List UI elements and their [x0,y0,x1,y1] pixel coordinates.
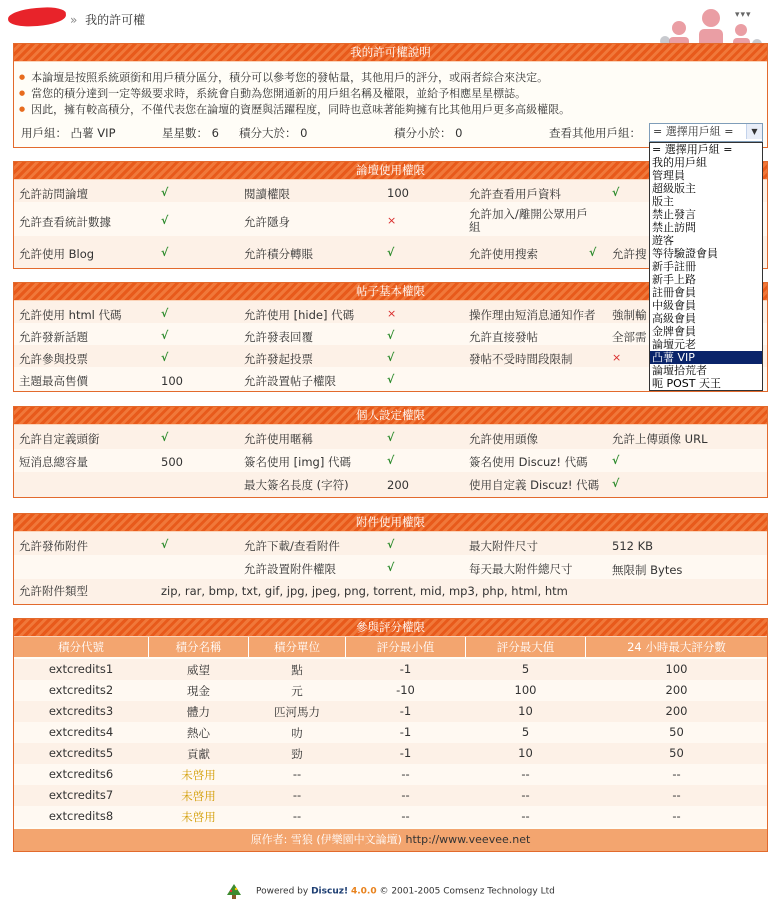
credits-below-label: 積分小於： [394,126,452,140]
credits-below-value: 0 [455,126,463,140]
cross-icon: × [387,214,397,227]
intro-bullet-1: ● 本論壇是按照系統頭銜和用戶積分區分，積分可以參考您的發帖量，其他用戶的評分，或兩者綜合來決定。 [19,69,548,85]
table-cell: 叻 [291,726,303,740]
check-icon: √ [161,351,169,364]
table-cell: -- [521,788,530,802]
table-cell: extcredits8 [48,809,114,823]
perm-value: 500 [161,455,183,469]
check-icon: √ [387,561,395,574]
post-perms-title: 帖子基本權限 [14,283,767,301]
author-link[interactable]: http://www.veevee.net [405,833,531,846]
check-icon: √ [161,431,169,444]
attach-perms-title: 附件使用權限 [14,514,767,532]
table-cell: -- [521,809,530,823]
perm-label: 允許發新話題 [19,330,88,344]
table-cell: -- [292,767,302,781]
perm-label: 簽名使用 Discuz! 代碼 [469,455,588,469]
perm-label: 使用自定義 Discuz! 代碼 [469,478,600,492]
dropdown-option[interactable]: = 選擇用戶組 = [652,143,733,156]
check-icon: √ [161,246,169,259]
perm-label: 允許隱身 [244,215,290,229]
perm-label: 每天最大附件總尺寸 [469,562,573,576]
credits-below-info [394,125,462,141]
table-cell: 現金 [187,684,210,698]
check-icon: √ [161,214,169,227]
dropdown-option[interactable]: 註冊會員 [652,286,696,299]
table-cell: -- [521,767,530,781]
perm-label: 允許積分轉賬 [244,247,313,261]
credits-above-info [239,125,307,141]
view-other-label: 查看其他用戶組： [549,126,641,140]
breadcrumb-current: 我的許可權 [85,13,146,27]
check-icon: √ [387,454,395,467]
redacted-forum-name [7,6,66,28]
dropdown-option[interactable]: 中級會員 [652,299,696,312]
table-cell: extcredits4 [48,725,114,739]
perm-label: 主題最高售價 [19,374,88,388]
check-icon: √ [161,329,169,342]
check-icon: √ [589,246,597,259]
perm-label: 允許使用 [hide] 代碼 [244,308,355,322]
perm-value: 100 [161,374,183,388]
perm-label: 最大簽名長度 (字符) [244,478,349,492]
perm-label: 操作理由短消息通知作者 [469,308,596,322]
perm-label: 允許發佈附件 [19,539,88,553]
credits-above-label: 積分大於： [239,126,297,140]
check-icon: √ [612,477,620,490]
check-icon: √ [387,373,395,386]
table-cell: -- [672,809,681,823]
table-cell: -- [292,788,302,802]
perm-label: 允許使用搜索 [469,247,538,261]
perm-label: 允許加入/離開公眾用戶組 [469,207,588,234]
table-cell: 熱心 [187,726,210,740]
perm-label: 最大附件尺寸 [469,539,538,553]
perm-value: 512 KB [612,539,654,553]
perm-label: 閱讀權限 [244,187,290,201]
check-icon: √ [387,538,395,551]
perm-value: 200 [387,478,409,492]
intro-bullet-2: ● 當您的積分達到一定等級要求時，系統會自動為您開通新的用戶組名稱及權限，並給予相應星星標誌。 [19,85,526,101]
dropdown-option[interactable]: 呃 POST 天王 [652,377,721,390]
perm-label: 短消息總容量 [19,455,88,469]
perm-label: 允許設置帖子權限 [244,374,336,388]
table-cell: 50 [669,725,684,739]
col-header: 評分最小值 [346,637,466,657]
tree-icon [225,884,243,898]
dropdown-option[interactable]: 等待驗證會員 [652,247,718,260]
check-icon: √ [387,329,395,342]
intro-title: 我的許可權說明 [14,44,767,62]
table-cell: -10 [396,683,415,697]
table-cell: 元 [291,684,303,698]
perm-value: 強制輸 [612,308,647,322]
table-cell: -- [672,788,681,802]
check-icon: √ [612,186,620,199]
table-cell: 威望 [187,663,210,677]
table-cell: 未啓用 [181,789,216,803]
usergroup-value: 凸薯 VIP [70,126,116,140]
author-credit [14,829,767,851]
col-header: 積分名稱 [149,637,249,657]
table-cell: 5 [521,662,530,676]
table-cell: extcredits1 [48,662,114,676]
usergroup-dropdown-list[interactable] [649,142,763,391]
select-value: = 選擇用戶組 = [653,125,734,138]
col-header: 積分單位 [249,637,346,657]
perm-label: 允許查看統計數據 [19,215,111,229]
chevron-down-icon[interactable]: ▼ [746,124,762,139]
breadcrumb-separator: » [70,13,78,27]
perm-value: 無限制 Bytes [612,563,683,577]
table-cell: 200 [665,683,688,697]
check-icon: √ [161,186,169,199]
personal-perms-title: 個人設定權限 [14,407,767,425]
col-header: 積分代號 [14,637,149,657]
footer-brand[interactable]: Discuz! [311,886,349,897]
footer-powered: Powered by [256,886,309,897]
perm-label: 允許發起投票 [244,352,313,366]
score-perms-title: 參與評分權限 [14,619,767,637]
table-cell: 勁 [291,747,303,761]
table-cell: -1 [399,704,412,718]
table-cell: -- [292,809,302,823]
perm-value: 全部需 [612,330,647,344]
table-cell: -- [672,767,681,781]
perm-value: 允許上傳頭像 URL [612,432,708,446]
check-icon: √ [387,431,395,444]
usergroup-info [21,125,116,141]
cross-icon: × [387,307,397,320]
table-cell: extcredits2 [48,683,114,697]
stars-value: 6 [211,126,219,140]
dropdown-option[interactable]: 管理員 [652,169,685,182]
dropdown-option[interactable]: 禁止訪問 [652,221,696,234]
perm-label: 允許使用 html 代碼 [19,308,122,322]
dropdown-option[interactable]: 凸薯 VIP [650,351,762,364]
dropdown-option[interactable]: 金牌會員 [652,325,696,338]
dropdown-option[interactable]: 我的用戶組 [652,156,707,169]
perm-label: 允許直接發帖 [469,330,538,344]
perm-value: 100 [387,186,409,200]
col-header: 評分最大值 [466,637,586,657]
table-cell: -1 [399,725,412,739]
perm-label: 允許使用頭像 [469,432,538,446]
table-cell: 匹河馬力 [274,705,320,719]
check-icon: √ [161,307,169,320]
table-cell: 200 [665,704,688,718]
dropdown-option[interactable]: 禁止發言 [652,208,696,221]
table-cell: -- [401,809,410,823]
breadcrumb [70,11,145,28]
perm-label: 簽名使用 [img] 代碼 [244,455,351,469]
cross-icon: × [612,351,622,364]
table-cell: 點 [291,663,303,677]
table-cell: 100 [514,683,537,697]
check-icon: √ [161,538,169,551]
table-cell: -1 [399,746,412,760]
intro-bullet-3: ● 因此，擁有較高積分，不僅代表您在論壇的資歷與活躍程度，同時也意味著能夠擁有比其他用戶更多高級權限。 [19,101,570,117]
table-cell: 10 [518,746,533,760]
table-cell: 貢獻 [187,747,210,761]
dropdown-option[interactable]: 論壇元老 [652,338,696,351]
perm-label: 允許訪問論壇 [19,187,88,201]
table-cell: 10 [518,704,533,718]
table-cell: 未啓用 [181,810,216,824]
perm-label: 發帖不受時間段限制 [469,352,573,366]
perm-label: 允許搜 [612,247,647,261]
personal-perms-panel [13,406,768,498]
dropdown-option[interactable]: 超級版主 [652,182,696,195]
credits-above-value: 0 [300,126,308,140]
dropdown-option[interactable]: 論壇拾荒者 [652,364,707,377]
stars-info [162,125,219,141]
dropdown-option[interactable]: 高級會員 [652,312,696,325]
dropdown-option[interactable]: 新手上路 [652,273,696,286]
usergroup-label: 用戶組： [21,126,67,140]
menu-arrows-icon[interactable]: ▾▾▾ [735,10,752,20]
dropdown-option[interactable]: 遊客 [652,234,674,247]
perm-label: 允許設置附件權限 [244,562,336,576]
table-cell: extcredits7 [48,788,114,802]
table-cell: extcredits5 [48,746,114,760]
perm-label: 允許使用暱稱 [244,432,313,446]
attach-types-value: zip, rar, bmp, txt, gif, jpg, jpeg, png, torrent, mid, mp3, php, html, htm [161,584,568,598]
dropdown-option[interactable]: 版主 [652,195,674,208]
check-icon: √ [387,246,395,259]
perm-label: 允許發表回覆 [244,330,313,344]
check-icon: √ [612,454,620,467]
footer [0,884,780,898]
score-perms-panel [13,618,768,852]
footer-version: 4.0.0 [350,886,377,897]
table-cell: -- [401,788,410,802]
col-header: 24 小時最大評分數 [586,637,767,657]
table-cell: 50 [669,746,684,760]
table-cell: extcredits6 [48,767,114,781]
perm-label: 允許下載/查看附件 [244,539,340,553]
footer-copyright: © 2001-2005 Comsenz Technology Ltd [379,886,555,897]
table-cell: 100 [665,662,688,676]
perm-label: 允許參與投票 [19,352,88,366]
stars-label: 星星數： [162,126,208,140]
author-label: 原作者: 雪狼 (伊樂園中文論壇) [250,833,402,846]
table-cell: -1 [399,662,412,676]
usergroup-select[interactable] [649,123,763,142]
perm-label: 允許自定義頭銜 [19,432,100,446]
check-icon: √ [387,351,395,364]
attach-perms-panel [13,513,768,605]
table-cell: extcredits3 [48,704,114,718]
table-cell: -- [401,767,410,781]
table-cell: 5 [521,725,530,739]
dropdown-option[interactable]: 新手註冊 [652,260,696,273]
perm-label: 允許查看用戶資料 [469,187,561,201]
table-cell: 未啓用 [181,768,216,782]
attach-types-label: 允許附件類型 [19,584,88,598]
forum-perms-title: 論壇使用權限 [14,162,767,180]
table-cell: 體力 [187,705,210,719]
perm-label: 允許使用 Blog [19,247,95,261]
